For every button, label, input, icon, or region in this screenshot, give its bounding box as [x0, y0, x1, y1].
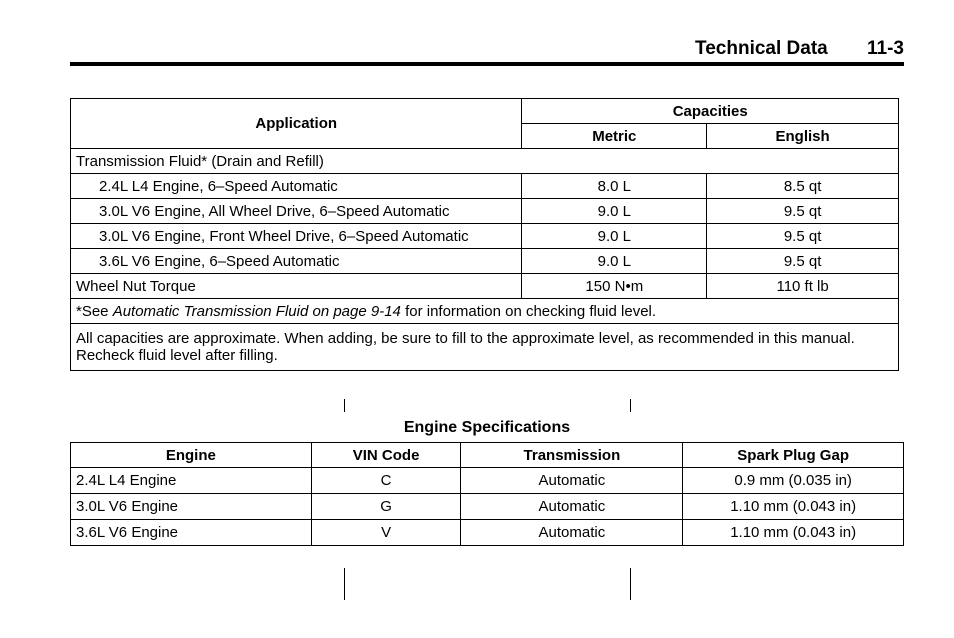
crop-mark: [344, 399, 345, 412]
table-row: [71, 199, 899, 224]
transmission-cell: Automatic: [461, 494, 683, 520]
crop-mark: [344, 568, 345, 600]
capacity-note: All capacities are approximate. When adding, be sure to fill to the approximate level, as recommended in this manual. Recheck fluid level after filling.: [71, 324, 899, 371]
col-vin-code: VIN Code: [311, 443, 461, 468]
vin-cell: G: [311, 494, 461, 520]
transmission-cell: Automatic: [461, 520, 683, 546]
table-row: [71, 224, 899, 249]
page-number: 11-3: [867, 38, 904, 59]
col-metric: Metric: [522, 124, 707, 149]
english-cell: 9.5 qt: [707, 224, 899, 249]
footnote-row: [71, 299, 899, 324]
english-cell: 9.5 qt: [707, 249, 899, 274]
english-cell: 8.5 qt: [707, 174, 899, 199]
col-english: English: [707, 124, 899, 149]
table-row: [71, 520, 904, 546]
table-row: [71, 249, 899, 274]
engine-cell: 3.0L V6 Engine: [71, 494, 312, 520]
metric-cell: 150 N•m: [522, 274, 707, 299]
table-header-row: [71, 99, 899, 124]
table-row: [71, 274, 899, 299]
col-engine: Engine: [71, 443, 312, 468]
vin-cell: V: [311, 520, 461, 546]
footnote-prefix: *See: [76, 302, 113, 320]
table-row: [71, 174, 899, 199]
engine-specs-table: [70, 442, 904, 546]
engine-cell: 3.6L V6 Engine: [71, 520, 312, 546]
application-cell: 2.4L L4 Engine, 6–Speed Automatic: [71, 174, 522, 199]
table-header-row: [71, 443, 904, 468]
spark-gap-cell: 1.10 mm (0.043 in): [683, 520, 904, 546]
english-cell: 110 ft lb: [707, 274, 899, 299]
engine-specs-title: Engine Specifications: [403, 419, 571, 436]
crop-mark: [630, 568, 631, 600]
spark-gap-cell: 0.9 mm (0.035 in): [683, 468, 904, 494]
footnote: [71, 299, 899, 324]
metric-cell: 9.0 L: [522, 199, 707, 224]
page-header: [695, 38, 904, 60]
note-row: [71, 324, 899, 371]
header-title: Technical Data: [695, 38, 828, 59]
col-spark-plug-gap: Spark Plug Gap: [683, 443, 904, 468]
application-cell: 3.0L V6 Engine, Front Wheel Drive, 6–Speed Automatic: [71, 224, 522, 249]
metric-cell: 9.0 L: [522, 224, 707, 249]
transmission-cell: Automatic: [461, 468, 683, 494]
footnote-suffix: for information on checking fluid level.: [400, 302, 657, 320]
engine-cell: 2.4L L4 Engine: [71, 468, 312, 494]
vin-cell: C: [311, 468, 461, 494]
application-cell: Wheel Nut Torque: [71, 274, 522, 299]
spark-gap-cell: 1.10 mm (0.043 in): [683, 494, 904, 520]
section-row: [71, 149, 899, 174]
capacities-table: [70, 98, 899, 371]
table-row: [71, 468, 904, 494]
col-capacities: Capacities: [522, 99, 899, 124]
metric-cell: 8.0 L: [522, 174, 707, 199]
section-label: Transmission Fluid* (Drain and Refill): [71, 149, 899, 174]
col-transmission: Transmission: [461, 443, 683, 468]
col-application: Application: [71, 99, 522, 149]
application-cell: 3.6L V6 Engine, 6–Speed Automatic: [71, 249, 522, 274]
english-cell: 9.5 qt: [707, 199, 899, 224]
application-cell: 3.0L V6 Engine, All Wheel Drive, 6–Speed Automatic: [71, 199, 522, 224]
footnote-reference[interactable]: Automatic Transmission Fluid on page 9-14: [112, 302, 401, 320]
table-row: [71, 494, 904, 520]
header-rule: [70, 62, 904, 66]
crop-mark: [630, 399, 631, 412]
metric-cell: 9.0 L: [522, 249, 707, 274]
